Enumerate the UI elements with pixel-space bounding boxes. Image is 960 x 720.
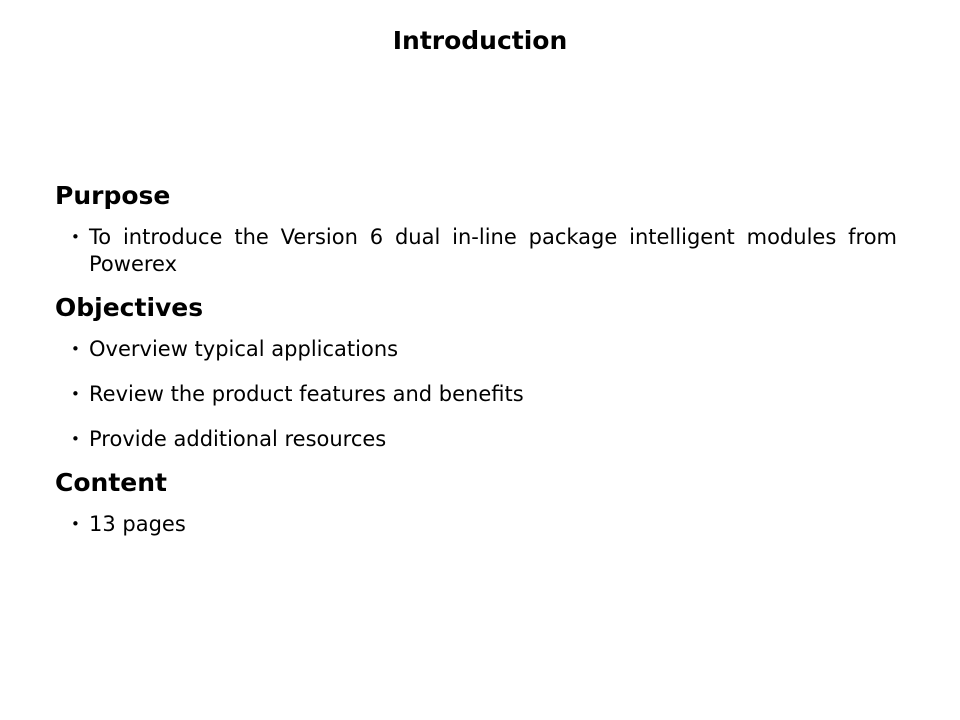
list-item (55, 511, 897, 538)
section-heading-objectives: Objectives (55, 293, 204, 322)
list-item (55, 336, 897, 363)
list-item (55, 426, 897, 453)
list-item (55, 224, 897, 278)
bullet-text: Provide additional resources (89, 427, 387, 451)
bullet-text: 13 pages (89, 512, 186, 536)
section-purpose (55, 180, 897, 278)
bullet-icon: • (71, 430, 80, 448)
list-item (55, 381, 897, 408)
section-heading-purpose: Purpose (55, 181, 171, 210)
bullet-icon: • (71, 385, 80, 403)
bullet-list-objectives (55, 336, 897, 453)
bullet-icon: • (71, 228, 80, 246)
bullet-text: Review the product features and benefits (89, 382, 524, 406)
bullet-list-purpose (55, 224, 897, 278)
slide-content (55, 180, 897, 552)
bullet-text: To introduce the Version 6 dual in-line package intelligent modules from Powerex (89, 225, 897, 276)
bullet-icon: • (71, 515, 80, 533)
section-objectives (55, 292, 897, 453)
section-content (55, 467, 897, 538)
bullet-list-content (55, 511, 897, 538)
section-heading-content: Content (55, 468, 167, 497)
slide-title: Introduction (392, 26, 568, 55)
bullet-text: Overview typical applications (89, 337, 399, 361)
bullet-icon: • (71, 340, 80, 358)
